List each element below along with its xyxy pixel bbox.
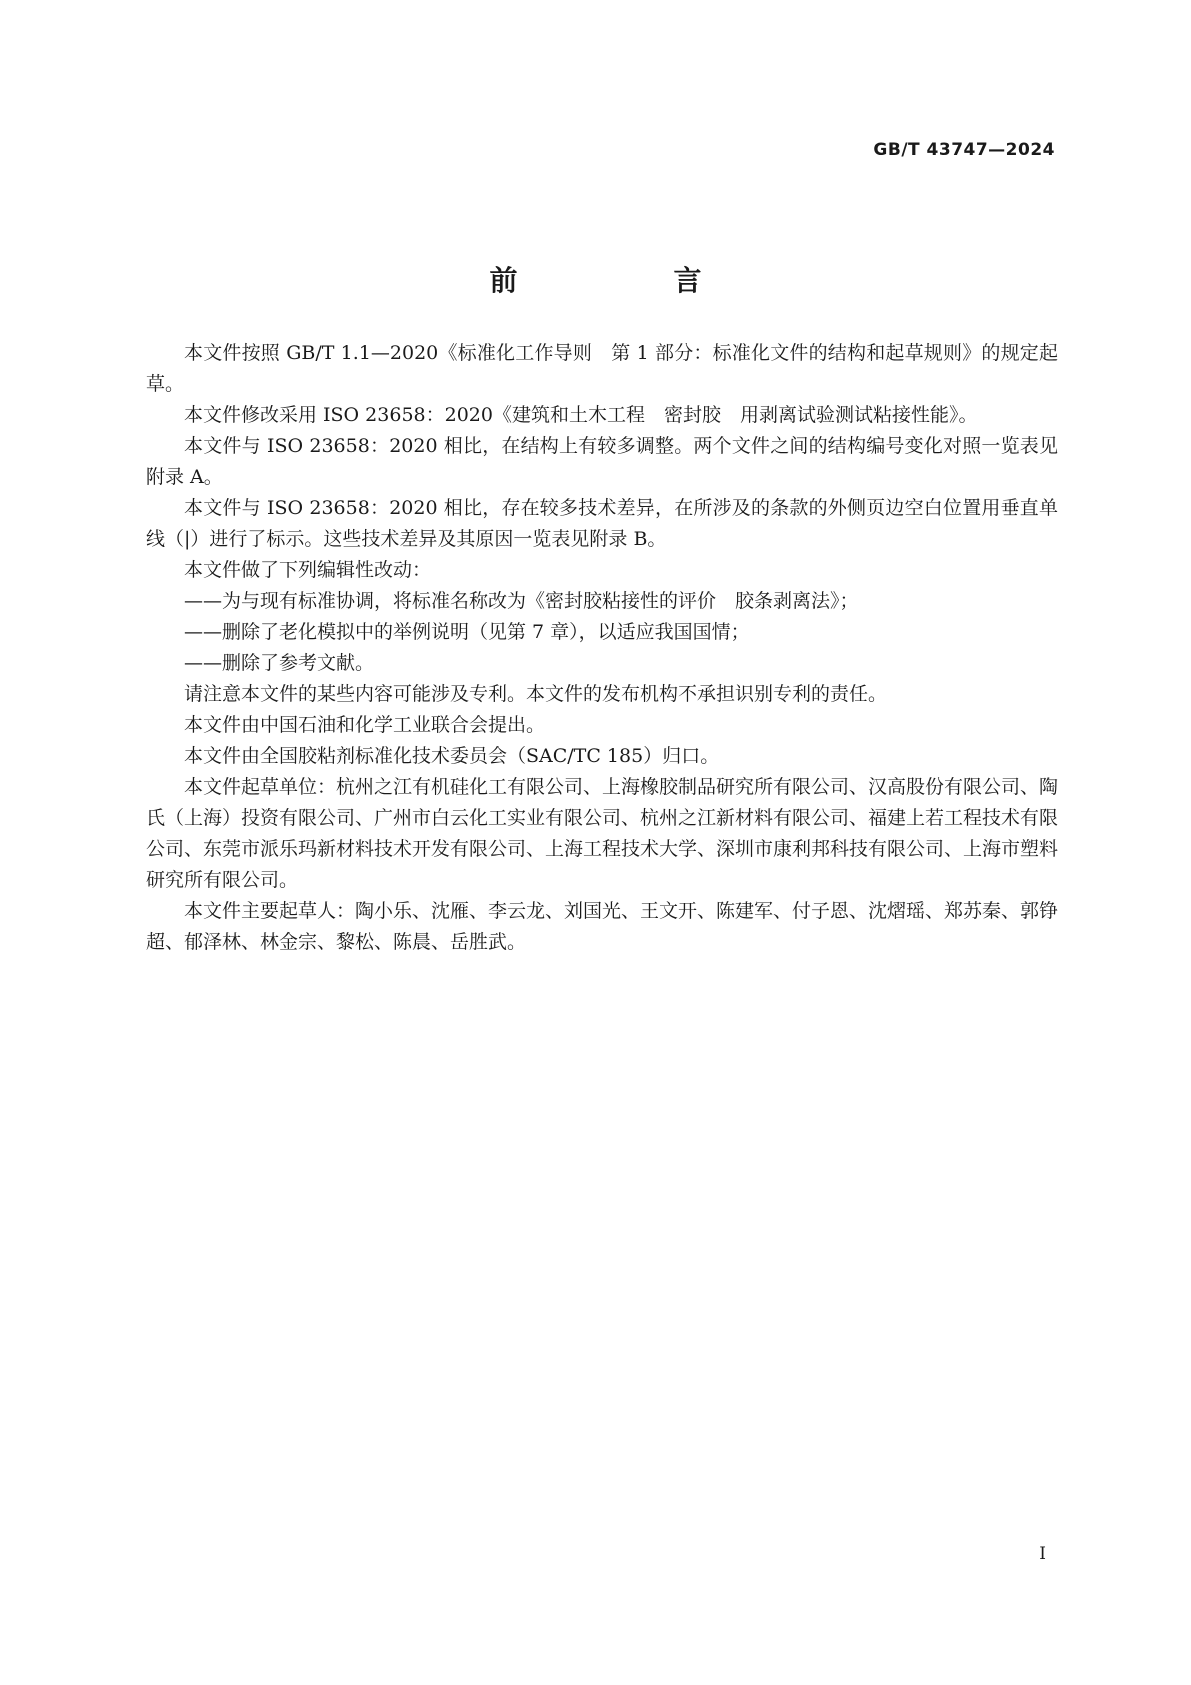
page-number: I bbox=[1039, 1544, 1046, 1564]
foreword-body bbox=[146, 338, 1058, 958]
paragraph-editorial-intro: 本文件做了下列编辑性改动： bbox=[184, 559, 432, 581]
paragraph-drafting-units: 本文件起草单位：杭州之江有机硅化工有限公司、上海橡胶制品研究所有限公司、汉高股份有限公司、陶氏（上海）投资有限公司、广州市白云化工实业有限公司、杭州之江新材料有限公司、福建上若工程技术有限公司、东莞市派乐玛新材料技术开发有限公司、上海工程技术大学、深圳市康利邦科技有限公司、上海市塑料研究所有限公司。 bbox=[146, 776, 1059, 891]
paragraph-drafters: 本文件主要起草人：陶小乐、沈雁、李云龙、刘国光、王文开、陈建军、付子恩、沈熠瑶、郑苏秦、郭铮超、郁泽林、林金宗、黎松、陈晨、岳胜武。 bbox=[146, 900, 1059, 953]
list-item-references: ——删除了参考文献。 bbox=[184, 652, 375, 674]
paragraph-proposer: 本文件由中国石油和化学工业联合会提出。 bbox=[184, 714, 546, 736]
standard-code: GB/T 43747—2024 bbox=[873, 140, 1055, 160]
page-title: 前 言 bbox=[489, 263, 766, 297]
paragraph-drafting-rules: 本文件按照 GB/T 1.1—2020《标准化工作导则 第 1 部分：标准化文件的结构和起草规则》的规定起草。 bbox=[146, 342, 1058, 395]
paragraph-committee: 本文件由全国胶粘剂标准化技术委员会（SAC/TC 185）归口。 bbox=[184, 745, 720, 767]
paragraph-adoption: 本文件修改采用 ISO 23658：2020《建筑和土木工程 密封胶 用剥离试验测试粘接性能》。 bbox=[184, 404, 978, 426]
paragraph-structure-changes: 本文件与 ISO 23658：2020 相比，在结构上有较多调整。两个文件之间的结构编号变化对照一览表见附录 A。 bbox=[146, 435, 1058, 488]
paragraph-technical-differences: 本文件与 ISO 23658：2020 相比，存在较多技术差异，在所涉及的条款的外侧页边空白位置用垂直单线（|）进行了标示。这些技术差异及其原因一览表见附录 B。 bbox=[146, 497, 1058, 550]
list-item-title-change: ——为与现有标准协调，将标准名称改为《密封胶粘接性的评价 胶条剥离法》； bbox=[184, 590, 859, 612]
paragraph-patent-notice: 请注意本文件的某些内容可能涉及专利。本文件的发布机构不承担识别专利的责任。 bbox=[184, 683, 888, 705]
list-item-aging-example: ——删除了老化模拟中的举例说明（见第 7 章），以适应我国国情； bbox=[184, 621, 750, 643]
